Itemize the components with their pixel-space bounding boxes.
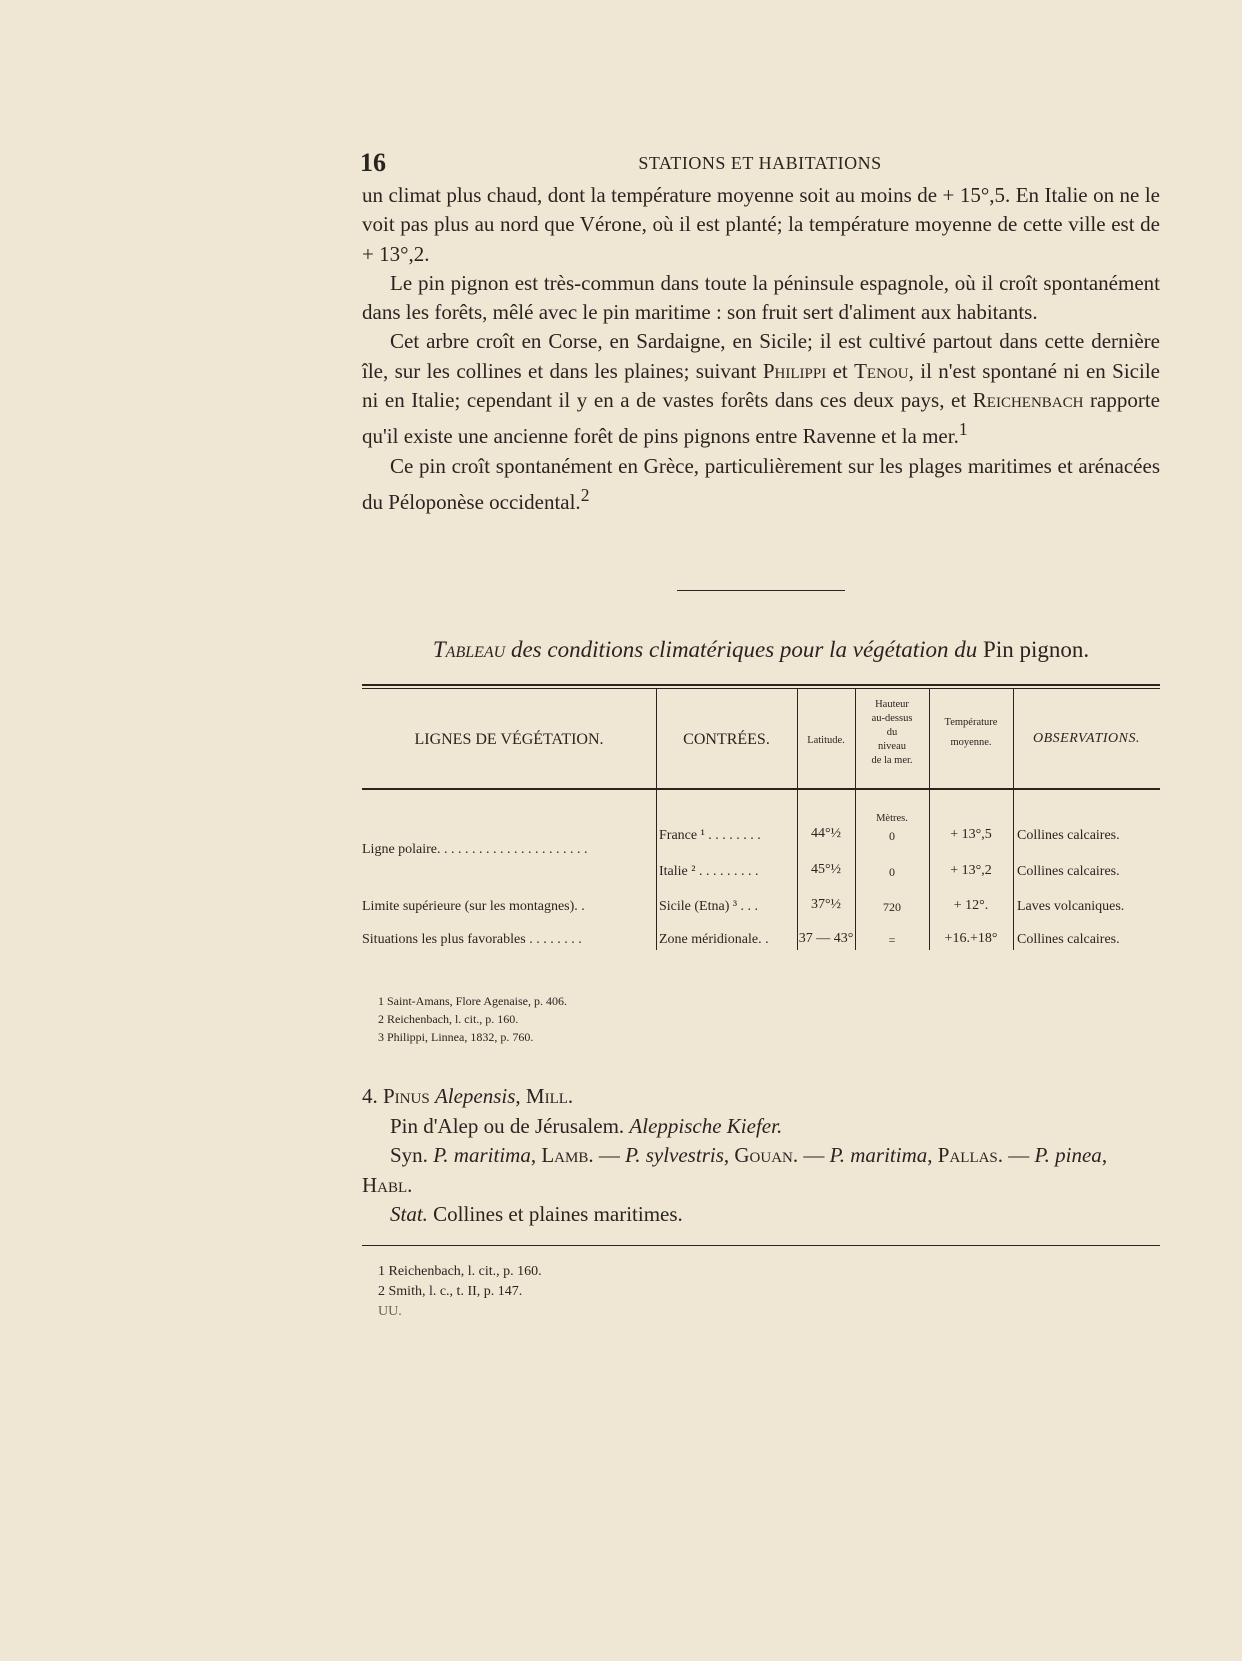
common-names: Pin d'Alep ou de Jérusalem. Aleppische Kiefer. bbox=[390, 1113, 783, 1138]
table-cell-observation: Collines calcaires. bbox=[1017, 864, 1120, 879]
footnote: 2 Reichenbach, l. cit., p. 160. bbox=[378, 1012, 519, 1026]
signature-mark: UU. bbox=[378, 1304, 402, 1319]
table-cell-latitude: 37°½ bbox=[810, 897, 842, 912]
footnote: 1 Reichenbach, l. cit., p. 160. bbox=[378, 1264, 542, 1279]
table-cell-ligne: Situations les plus favorables . . . . . . . . bbox=[362, 932, 582, 947]
table-cell-temperature: + 13°,2 bbox=[950, 863, 992, 878]
footnote: 1 Saint-Amans, Flore Agenaise, p. 406. bbox=[378, 994, 567, 1008]
table-cell-latitude: 44°½ bbox=[810, 826, 842, 841]
table-cell-temperature: +16.+18° bbox=[944, 931, 998, 946]
header-observations: OBSERVATIONS. bbox=[1033, 731, 1140, 746]
paragraph-1: un climat plus chaud, dont la température moyenne soit au moins de + 15°,5. En Italie on ne le voit pas plus au nord que Vérone, où il est planté; la température moyenne de cette ville est de + 13°,2. bbox=[362, 183, 1160, 266]
table-cell-ligne: Ligne polaire. . . . . . . . . . . . . . . . . . . . . . bbox=[362, 842, 588, 857]
header-lignes: LIGNES DE VÉGÉTATION. bbox=[414, 731, 604, 748]
section-divider bbox=[677, 590, 845, 591]
station: Stat. Collines et plaines maritimes. bbox=[390, 1202, 683, 1226]
table-top-rule-thin bbox=[362, 688, 1160, 689]
page-footnotes bbox=[378, 1262, 542, 1322]
table-cell-observation: Collines calcaires. bbox=[1017, 828, 1120, 843]
table-cell-hauteur: 720 bbox=[883, 900, 901, 914]
table-header-rule bbox=[362, 788, 1160, 790]
table-cell-contree: Zone méridionale. . bbox=[659, 932, 769, 947]
table-top-rule bbox=[362, 684, 1160, 686]
table-cell-temperature: + 12°. bbox=[953, 898, 989, 913]
species-entry bbox=[362, 1082, 1160, 1230]
table-cell-contree: Italie ² . . . . . . . . . bbox=[659, 864, 759, 879]
footnote-rule bbox=[362, 1245, 1160, 1246]
table-cell-observation: Collines calcaires. bbox=[1017, 932, 1120, 947]
paragraph-4: Ce pin croît spontanément en Grèce, particulièrement sur les plages maritimes et arénacées du Péloponèse occidental.$^2$ bbox=[362, 453, 1160, 514]
header-temperature: Température moyenne. bbox=[944, 717, 998, 748]
table-cell-hauteur: = bbox=[888, 933, 896, 947]
page-number: 16 bbox=[360, 148, 386, 177]
table-title: Tableau des conditions climatériques pour la végétation du Pin pignon. bbox=[432, 637, 1090, 662]
paragraph-3: Cet arbre croît en Corse, en Sardaigne, en Sicile; il est cultivé partout dans cette dernière île, sur les collines et dans les plaines; suivant Philippi et Tenou, il n'est spontané ni en Sicile ni en Italie; cependant il y en a de vastes forêts dans ces deux pays, et Reichenbach rapporte qu'il existe une ancienne forêt de pins pignons entre Ravenne et la mer.$^1$ bbox=[362, 329, 1160, 449]
footnote: 2 Smith, l. c., t. II, p. 147. bbox=[378, 1284, 523, 1299]
col-divider bbox=[656, 688, 657, 950]
running-title: STATIONS ET HABITATIONS bbox=[638, 153, 882, 173]
page-header bbox=[360, 148, 1160, 178]
author-reichenbach: Reichenbach bbox=[972, 388, 1084, 413]
footnote: 3 Philippi, Linnea, 1832, p. 760. bbox=[378, 1030, 534, 1044]
paragraph-2: Le pin pignon est très-commun dans toute la péninsule espagnole, où il croît spontanément dans les forêts, mêlé avec le pin maritime : son fruit sert d'aliment aux habitants. bbox=[362, 270, 1160, 325]
header-latitude: Latitude. bbox=[807, 735, 845, 746]
table-cell-ligne: Limite supérieure (sur les montagnes). . bbox=[362, 899, 585, 914]
climate-table bbox=[362, 684, 1160, 954]
table-footnotes bbox=[378, 992, 567, 1046]
table-cell-hauteur: 0 bbox=[889, 829, 895, 843]
footnote-ref-1: 1 bbox=[958, 419, 968, 440]
table-cell-observation: Laves volcaniques. bbox=[1017, 899, 1125, 914]
table-cell-contree: France ¹ . . . . . . . . bbox=[659, 828, 761, 843]
footnote-ref-2: 2 bbox=[580, 484, 590, 505]
header-contrees: CONTRÉES. bbox=[683, 731, 770, 748]
table-cell-latitude: 37 — 43° bbox=[798, 931, 854, 946]
header-hauteur: Hauteur au-dessus du niveau de la mer. bbox=[871, 699, 913, 766]
table-cell-contree: Sicile (Etna) ³ . . . bbox=[659, 899, 759, 914]
unit-metres: Mètres. bbox=[876, 813, 908, 824]
col-divider bbox=[1013, 688, 1014, 950]
body-text bbox=[362, 181, 1160, 517]
table-cell-latitude: 45°½ bbox=[810, 862, 842, 877]
species-heading: 4. Pinus Alepensis, Mill. bbox=[362, 1084, 574, 1108]
author-tenou: Tenou bbox=[854, 358, 909, 383]
author-philippi: Philippi bbox=[762, 358, 827, 383]
table-cell-temperature: + 13°,5 bbox=[950, 827, 992, 842]
synonyms: Syn. P. maritima, Lamb. — P. sylvestris, Gouan. — P. maritima, Pallas. — P. pinea, Habl. bbox=[362, 1143, 1108, 1197]
table-cell-hauteur: 0 bbox=[889, 865, 895, 879]
